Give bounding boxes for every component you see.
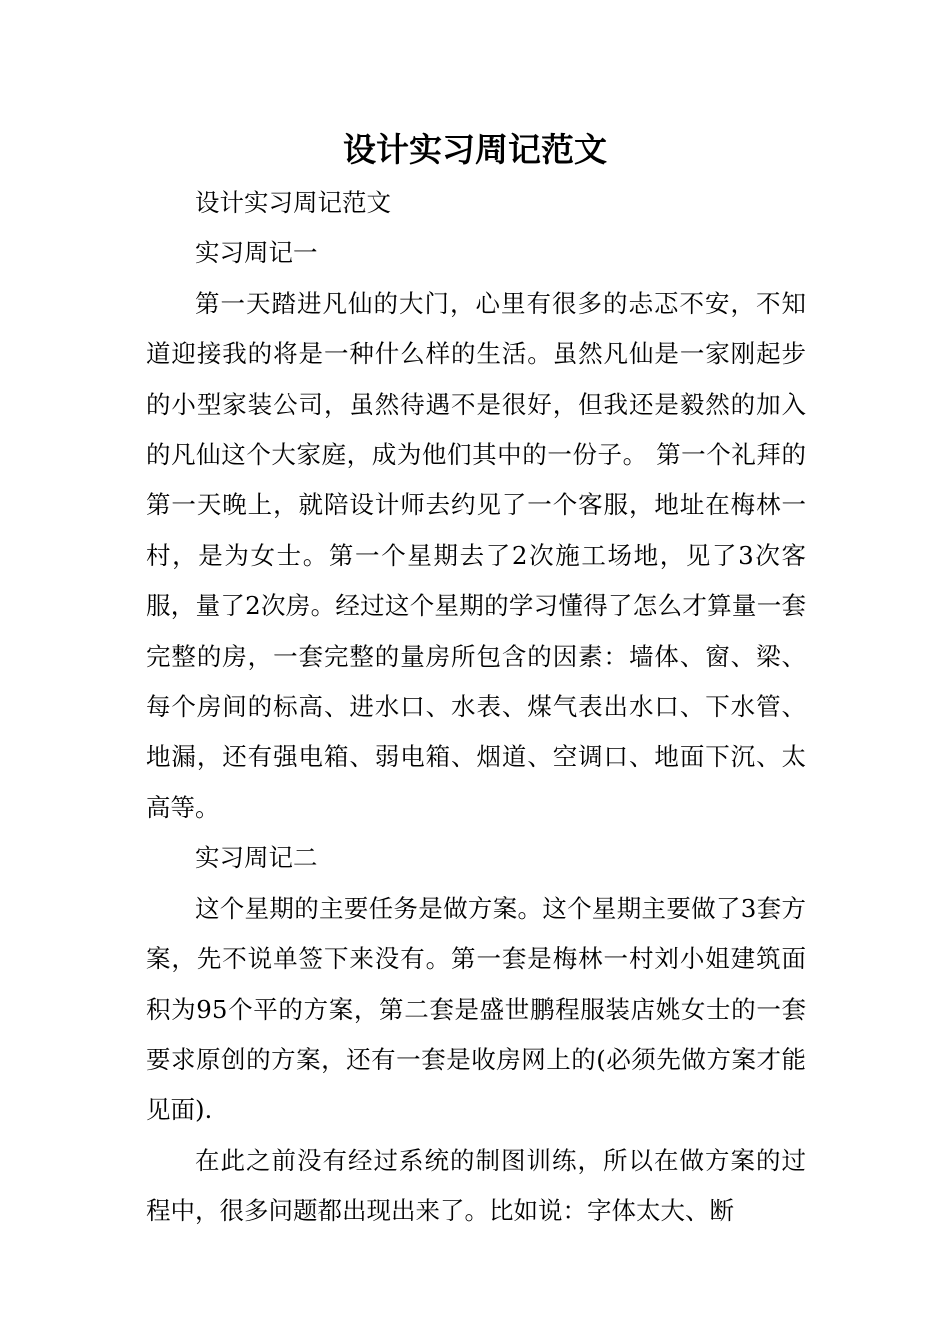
- week-1-paragraph: 第一天踏进凡仙的大门，心里有很多的忐忑不安，不知道迎接我的将是一种什么样的生活。虽然凡仙是一家刚起步的小型家装公司，虽然待遇不是很好，但我还是毅然的加入的凡仙这个大家庭，成为他们其中的一份子。 第一个礼拜的第一天晚上，就陪设计师去约见了一个客服，地址在梅林一村，是为女士。第一个星期去了2次施工场地，见了3次客服，量了2次房。经过这个星期的学习懂得了怎么才算量一套完整的房，一套完整的量房所包含的因素：墙体、窗、梁、每个房间的标高、进水口、水表、煤气表出水口、下水管、地漏，还有强电箱、弱电箱、烟道、空调口、地面下沉、太高等。: [146, 288, 806, 822]
- document-title: 设计实习周记范文: [343, 130, 607, 169]
- section-heading-week-1: 实习周记一: [195, 238, 318, 268]
- section-heading-week-2: 实习周记二: [195, 843, 318, 873]
- document-body: [146, 178, 806, 1237]
- week-2-paragraph-1: 这个星期的主要任务是做方案。这个星期主要做了3套方案，先不说单签下来没有。第一套是梅林一村刘小姐建筑面积为95个平的方案，第二套是盛世鹏程服装店姚女士的一套要求原创的方案，还有一套是收房网上的(必须先做方案才能见面).: [146, 893, 806, 1125]
- subtitle-paragraph: 设计实习周记范文: [195, 188, 391, 217]
- week-2-paragraph-2: 在此之前没有经过系统的制图训练，所以在做方案的过程中，很多问题都出现出来了。比如说：字体太大、断: [146, 1145, 806, 1226]
